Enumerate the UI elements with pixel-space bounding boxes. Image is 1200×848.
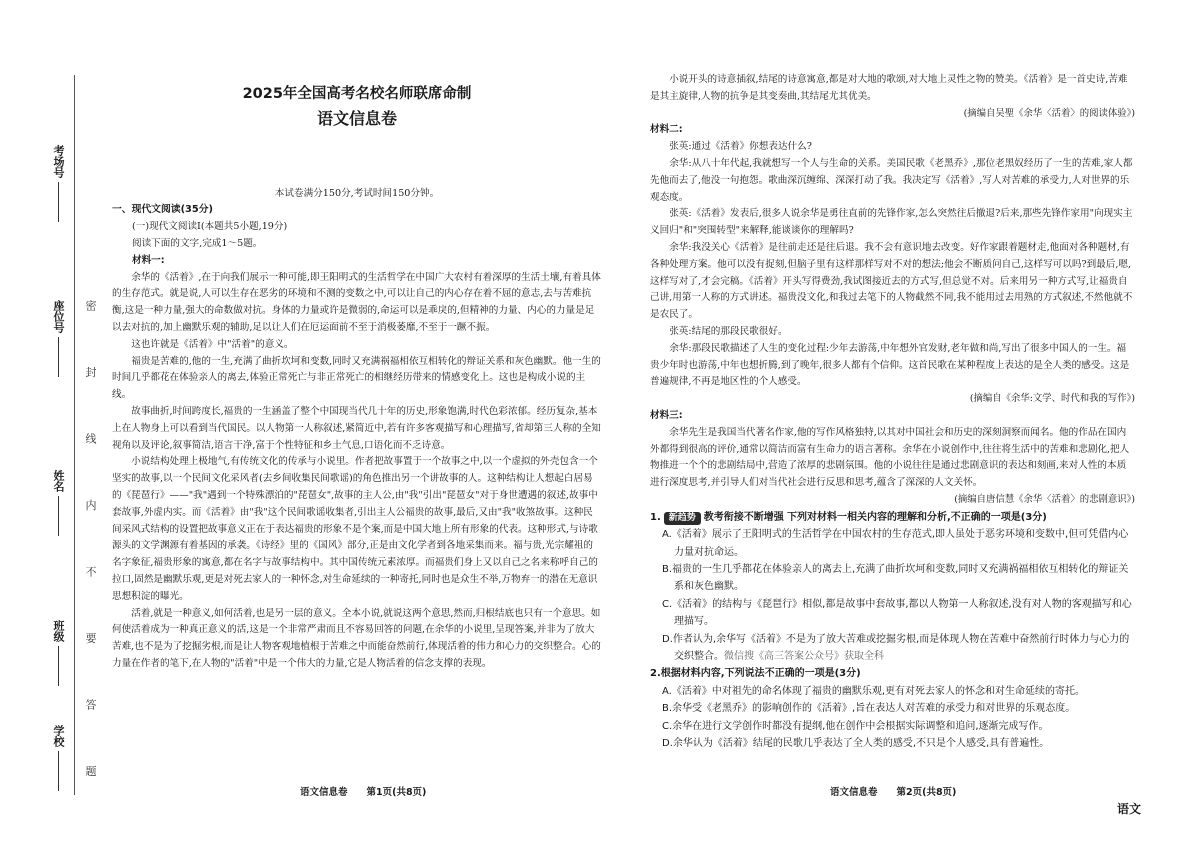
subject-corner-label: 语文 xyxy=(1117,802,1142,816)
option-c: C.余华在进行文学创作时都没有提纲,他在创作中会根据实际调整和追问,逐渐完成写作。 xyxy=(662,720,1049,732)
page-footer-left: 语文信息卷 第1页(共8页) xyxy=(300,787,427,798)
question-2-stem: 2.根据材料内容,下列说法不正确的一项是(3分) xyxy=(650,668,861,680)
dialogue-line: 余华:从八十年代起,我就想写一个人与生命的关系。美国民歌《老黑乔》,那位老黑奴经历了一生的苦难,家人都先他而去了,他没一句抱怨。歌曲深沉缠绵、深深打动了我。我决定写《活着》,写人对苦难的承受力,人对世界的乐观态度。 xyxy=(650,157,1133,203)
reading-instruction: 阅读下面的文字,完成1～5题。 xyxy=(132,237,263,249)
subsection-heading: (一)现代文阅读Ⅰ(本题共5小题,19分) xyxy=(132,221,288,233)
paragraph: 活着,就是一种意义,如何活着,也是另一层的意义。全本小说,就说这两个意思,然而,归根结底也只有一个意思。如何使活着成为一种真正意义的活,这是一个非常严肃而且不容易回答的问题,在余华的小说里,呈现答案,并非为了放大苦难,也不是为了挖掘劣根,而是让人物客观地植根于苦难之中而能奋然前行,体现活着的伟力和心力的交织整合。心的力量在作者的笔下,在人物的"活着"中是一个伟大的力量,它是人物活着的信念支撑的表现。 xyxy=(112,607,601,669)
seat-number-label: 座位号 xyxy=(50,300,66,377)
school-label: 学校 xyxy=(50,725,66,791)
dialogue-line: 余华:那段民歌描述了人生的变化过程:少年去游荡,中年想外官发财,老年做和尚,写出了很多中国人的一生。福贵少年时也游荡,中年也想折腾,到了晚年,很多人都有个信仰。这首民歌在某种程度上表达的是全人类的感受。这是普遍规律,不再是地区性的个人感受。 xyxy=(650,342,1130,388)
dialogue-line: 余华:我没关心《活着》是往前走还是往后退。我不会有意识地去改变。好作家跟着题材走,他面对各种题材,有各种处理方案。他可以没有捉刻,但脑子里有这样那样写对不对的想法;他会不断质问自己,这样写可以吗?到最后,嗯,这样写对了,才会完稿。《活着》开头写得费劲,我试图接近去的方式写,但总觉不对。后来用另一种方式写,让福贵自己讲,用第一人称的方式讲述。福贵没文化,和我过去笔下的人物截然不同,我不能用过去用熟的方式叙述,不然他就不是农民了。 xyxy=(650,241,1133,321)
option-b: B.余华受《老黑乔》的影响创作的《活着》,旨在表达人对苦难的承受力和对世界的乐观态度。 xyxy=(662,703,1076,715)
exam-info: 本试卷满分150分,考试时间150分钟。 xyxy=(274,187,440,199)
binding-margin xyxy=(50,75,86,795)
paragraph: 故事曲折,时间跨度长,福贵的一生涵盖了整个中国现当代几十年的历史,形象饱满,时代色彩浓郁。经历复杂,基本上在人物身上可以看到当代国民。以人物第一人称叙述,紧简近中,若有许多客观描写和心理描写,省却第三人称的全知视角以及评论,叙事简洁,语言干净,富于个性特征和乡土气息,口语化而不乏诗意。 xyxy=(112,405,601,451)
material-one-label: 材料一: xyxy=(132,254,165,266)
dialogue-line: 张英:《活着》发表后,很多人说余华是勇往直前的先锋作家,怎么突然往后撤退?后来,那些先锋作家用"向现实主义回归"和"突围转型"来解释,能谈谈你的理解吗? xyxy=(650,208,1133,237)
question-1-lead: 教考衔接不断增强 xyxy=(703,511,784,523)
paragraph: 余华的《活着》,在于向我们展示一种可能,即王阳明式的生活哲学在中国广大农村有着深厚的生活土壤,有着具体的生存范式。就是说,人可以生存在恶劣的环境和不测的变数之中,可以让自己的内心存在着不屈的意志,去与苦难抗衡,这是一种力量,强大的命数做对抗。身体的力量或许是微弱的,命运可以是乖戾的,但精神的力量、内心的力量是足以去对抗的,加上幽默乐观的辅助,足以让人们在厄运面前不至于消极萎靡,不至于一蹶不振。 xyxy=(112,271,601,333)
paragraph: 小说开头的诗意插叙,结尾的诗意寓意,都是对大地的歌颂,对大地上灵性之物的赞美。《活着》是一首史诗,苦难是其主旋律,人物的抗争是其变奏曲,其结尾尤其优美。 xyxy=(650,74,1128,102)
page-footer-right: 语文信息卷 第2页(共8页) xyxy=(830,787,957,798)
source-citation: (摘编自《余华:文学、时代和我的写作》) xyxy=(969,393,1135,405)
section-heading: 一、现代文阅读(35分) xyxy=(112,204,213,216)
option-d: D.作者认为,余华写《活着》不是为了放大苦难或挖掘劣根,而是体现人物在苦难中奋然前行时体力与心力的交织整合。微信搜《高三答案公众号》获取全科 xyxy=(662,633,1130,662)
question-2 xyxy=(650,665,1135,752)
option-d: D.余华认为《活着》结尾的民歌几乎表达了全人类的感受,不只是个人感受,具有普遍性。 xyxy=(662,738,1050,749)
paragraph: 这也许就是《活着》中"活着"的意义。 xyxy=(131,338,294,350)
name-label: 姓名 xyxy=(50,470,66,536)
exam-subtitle: 语文信息卷 xyxy=(316,108,397,128)
binding-line xyxy=(74,75,75,795)
paragraph: 福贵是苦难的,他的一生,充满了曲折坎坷和变数,同时又充满祸福相依互相转化的辩证关系和灰色幽默。他一生的时间几乎都花在体验亲人的离去,体验正常死亡与非正常死亡的相继经历带来的情感变化上。这也是构成小说的主线。 xyxy=(112,355,601,401)
option-b: B.福贵的一生几乎都花在体验亲人的离去上,充满了曲折坎坷和变数,同时又充满祸福相依互相转化的辩证关系和灰色幽默。 xyxy=(662,563,1129,593)
question-1 xyxy=(650,509,1135,666)
title-block xyxy=(112,86,602,128)
class-label: 班级 xyxy=(50,620,66,686)
exam-title: 2025年全国高考名校名师联席命制 xyxy=(242,86,472,102)
material-three-label: 材料三: xyxy=(650,409,683,421)
material-two-label: 材料二: xyxy=(650,124,683,136)
right-page xyxy=(650,72,1135,752)
dialogue-line: 张英:结尾的那段民歌很好。 xyxy=(669,325,788,337)
watermark-text: 微信搜《高三答案公众号》获取全科 xyxy=(724,650,884,662)
seal-line-warning: 密 封 线 内 不 要 答 题 xyxy=(84,300,97,803)
option-a: A.《活着》展示了王阳明式的生活哲学在中国农村的生存范式,即人虽处于恶劣环境和变数中,但可凭借内心力量对抗命运。 xyxy=(662,529,1129,558)
dialogue-line: 张英:通过《活着》你想表达什么? xyxy=(669,141,812,153)
question-1-stem: 1. 新趋势 教考衔接不断增强 下列对材料一相关内容的理解和分析,不正确的一项是(3分) xyxy=(650,511,1047,523)
exam-room-label: 考场号 xyxy=(50,145,66,222)
option-a: A.《活着》中对祖先的命名体现了福贵的幽默乐观,更有对死去家人的怀念和对生命延续的寄托。 xyxy=(662,685,1086,697)
paragraph: 小说结构处理上极地气,有传统文化的传承与小说里。作者把故事置于一个故事之中,以一个虚拟的外壳包含一个坚实的故事,以一个民间文化采风者(去乡间收集民间歌谣)的角色推出另一个讲故事的人。这种结构让人想起白居易的《琵琶行》——"我"遇到一个特殊漂泊的"琵琶女",故事的主人公,由"我"引出"琵琶女"对于身世遭遇的叙述,故事中套故事,外虚内实。而《活着》由"我"这个民间歌谣收集者,引出主人公福贵的故事,最后,又由"我"收煞故事。这种民间采风式结构的设置把故事意义正在于表达福贵的形象不是个案,而是中国大地上所有形象的代表。这种形式,与诗歌源头的文学渊源有着基因的承袭。《诗经》里的《国风》部分,正是由文化学者到各地采集而来。福与贵,光宗耀祖的名字象征,福贵形象的寓意,都在名字与故事结构中。其中国传统元素浓厚。而福贵们身上又以自己之名来称呼自己的拉口,固然是幽默乐观,更是对死去家人的一种怀念,对生命延续的一种寄托,同时也是众生不举,万物弃一的潜在无意识思想积淀的曝光。 xyxy=(112,456,598,602)
paragraph: 余华先生是我国当代著名作家,他的写作风格独特,以其对中国社会和历史的深刻洞察而闻名。他的作品在国内外都得到很高的评价,通常以简洁而富有生命力的语言著称。余华在小说创作中,往往将生活中的苦难和悲剧化,把人物推进一个个的悲剧结局中,营造了浓厚的悲剧氛围。他的小说往往是通过悲剧意识的表达和刻画,来对人性的本质进行深度思考,并引导人们对当代社会进行反思和思考,蕴含了深深的人文关怀。 xyxy=(650,426,1130,489)
left-page xyxy=(112,70,602,673)
trend-badge: 新趋势 xyxy=(664,512,701,525)
source-citation: (摘编自唐信慧《余华〈活着〉的悲剧意识》) xyxy=(954,493,1135,505)
option-c: C.《活着》的结构与《琵琶行》相似,都是故事中套故事,都以人物第一人称叙述,没有对人物的客观描写和心理描写。 xyxy=(662,598,1132,628)
source-citation: (摘编自吴聖《余华〈活着〉的阅读体验》) xyxy=(963,107,1135,119)
